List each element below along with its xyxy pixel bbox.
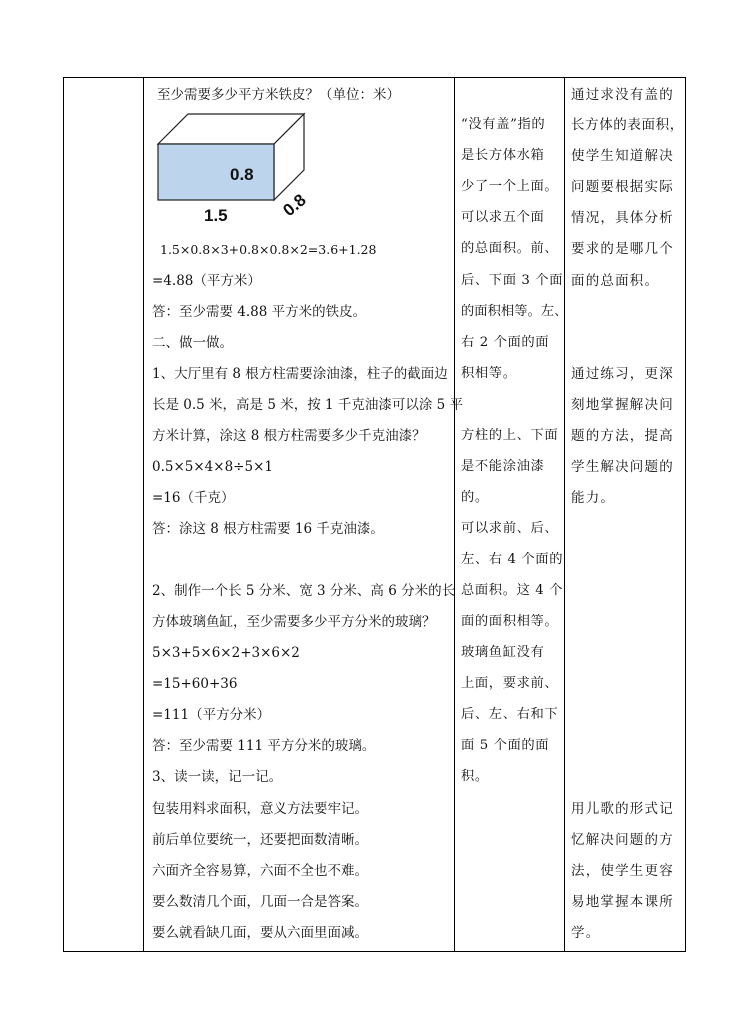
exercise-2-step: =15+60+36 [152,676,238,692]
intent-line: 题的方法，提高 [571,428,674,444]
exercise-2-answer: 答：至少需要 111 平方分米的玻璃。 [152,738,376,754]
height-label: 0.8 [230,165,254,184]
q1-result: =4.88（平方米） [152,273,261,289]
lesson-table [63,77,686,952]
note-line: 可以求五个面 [461,210,545,225]
cuboid-front-face [158,144,274,200]
exercise-1-calculation: 0.5×5×4×8÷5×1 [152,459,273,475]
notes-column-cell [455,78,568,952]
intent-line: 易地掌握本课所 [571,894,674,910]
note-line: 的面积相等。左、 [461,304,568,319]
exercise-1-answer: 答：涂这 8 根方柱需要 16 千克油漆。 [152,521,384,537]
note-line: 少了一个上面。 [461,179,559,194]
exercise-1-line-1: 1、大厅里有 8 根方柱需要涂油漆，柱子的截面边 [152,366,448,382]
note-line: 方柱的上、下面 [461,428,559,443]
exercise-2-line-2: 方体玻璃鱼缸，至少需要多少平方分米的玻璃？ [152,614,436,630]
note-line: 是不能涂油漆 [461,459,545,474]
intent-line: 刻地掌握解决问 [571,397,674,413]
depth-label: 0.8 [279,190,310,221]
exercise-2-calculation: 5×3+5×6×2+3×6×2 [152,645,300,661]
rhyme-line-1: 包装用料求面积，意义方法要牢记。 [152,801,368,817]
intent-column-cell [565,78,686,952]
note-line: 面 5 个面的面 [461,738,550,753]
table-row [64,78,686,952]
rhyme-line-3: 六面齐全容易算，六面不全也不难。 [152,863,368,879]
note-line: 后、左、右和下 [461,707,559,722]
content-column-cell [144,78,464,952]
note-line: “没有盖”指的 [461,117,546,132]
note-line: 面的面积相等。 [461,614,559,629]
intent-line: 要求的是哪几个 [571,241,674,257]
intent-line: 问题要根据实际 [571,179,674,195]
intent-line: 情况，具体分析 [571,210,674,226]
blank-column-cell [64,78,144,952]
exercise-2-line-1: 2、制作一个长 5 分米、宽 3 分米、高 6 分米的长 [152,583,456,599]
intent-line: 面的总面积。 [571,273,660,289]
note-line: 后、下面 3 个面 [461,273,564,288]
intent-line: 通过练习，更深 [571,366,674,382]
note-line: 玻璃鱼缸没有 [461,645,545,660]
intent-line: 忆解决问题的方 [571,832,674,848]
length-label: 1.5 [204,206,228,225]
note-line: 积。 [461,769,489,784]
note-line: 是长方体水箱 [461,148,545,163]
note-line: 上面，要求前、 [461,676,559,691]
intent-line: 学生解决问题的 [571,459,674,475]
q1-calculation: 1.5×0.8×3+0.8×0.8×2=3.6+1.28 [160,242,377,257]
intent-line: 长方体的表面积， [571,117,684,133]
intent-line: 能力。 [571,490,616,506]
exercise-1-result: =16（千克） [152,490,235,506]
intent-line: 用儿歌的形式记 [571,801,674,817]
section-3-heading: 3、读一读，记一记。 [152,769,283,785]
intent-line: 通过求没有盖的 [571,87,674,103]
exercise-1-line-3: 方米计算，涂这 8 根方柱需要多少千克油漆？ [152,428,426,444]
intent-line: 使学生知道解决 [571,148,674,164]
intent-line: 学。 [571,925,601,941]
exercise-1-line-2: 长是 0.5 米，高是 5 米，按 1 千克油漆可以涂 5 平 [152,397,464,413]
q1-answer: 答：至少需要 4.88 平方米的铁皮。 [152,304,367,320]
q1-title: 至少需要多少平方米铁皮？（单位：米） [157,87,400,103]
cuboid-figure [154,110,314,228]
note-line: 右 2 个面的面 [461,335,550,350]
rhyme-line-5: 要么就看缺几面，要从六面里面减。 [152,925,368,941]
note-line: 的。 [461,490,489,505]
rhyme-line-2: 前后单位要统一，还要把面数清晰。 [152,832,368,848]
exercise-2-result: =111（平方分米） [152,707,271,723]
note-line: 总面积。这 4 个 [461,583,564,598]
note-line: 可以求前、后、 [461,521,559,536]
note-line: 的总面积。前、 [461,241,559,256]
rhyme-line-4: 要么数清几个面，几面一合是答案。 [152,894,368,910]
note-line: 积相等。 [461,366,517,381]
intent-line: 法，使学生更容 [571,863,674,879]
note-line: 左、右 4 个面的 [461,552,564,567]
section-2-heading: 二、做一做。 [152,335,233,351]
